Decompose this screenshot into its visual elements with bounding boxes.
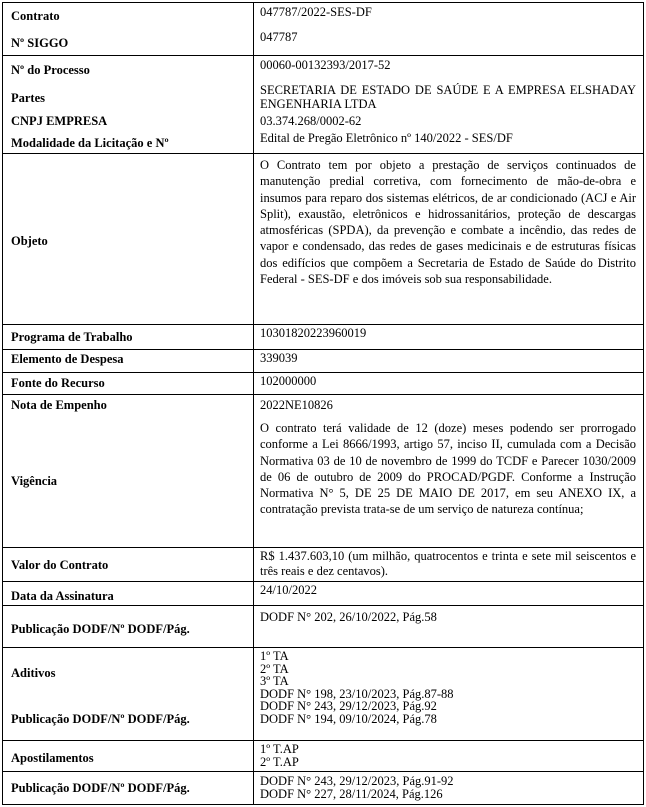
row-divider [2,581,644,582]
partes-label: Partes [11,91,46,105]
modalidade-value: Edital de Pregão Eletrônico nº 140/2022 - SES/DF [260,131,513,145]
partes-value: SECRETARIA DE ESTADO DE SAÚDE E A EMPRESA ELSHADAY ENGENHARIA LTDA [260,83,636,111]
siggo-value: 047787 [260,30,298,44]
column-divider [253,2,254,805]
siggo-label: Nº SIGGO [11,36,69,50]
row-divider [2,55,644,56]
row-divider [2,771,644,772]
processo-value: 00060-00132393/2017-52 [260,58,391,72]
table-border-right [643,2,644,805]
elemento-value: 339039 [260,351,298,365]
processo-label: Nº do Processo [11,63,90,77]
row-divider [2,547,644,548]
cnpj-value: 03.374.268/0002-62 [260,114,362,128]
aditivos-label: Aditivos [11,666,56,680]
row-divider [2,804,644,805]
valor-value: R$ 1.437.603,10 (um milhão, quatrocentos e trinta e sete mil seiscentos e três reais e dez centavos). [260,549,636,578]
publicacao2-label: Publicação DODF/Nº DODF/Pág. [11,712,190,726]
apostilamentos-value: 1º T.AP 2º T.AP [260,742,299,769]
modalidade-label: Modalidade da Licitação e Nº [11,136,169,150]
objeto-value: O Contrato tem por objeto a prestação de serviços continuados de manutenção predial corretiva, com fornecimento de mão-de-obra e insumos para reparo dos sistemas elétricos, de ar condicionado (ACJ e Air Split), exaustão, eletrônicos e hidrossanitários, proteção de descargas atmosféricas (SPDA), da prevenção e combate a incêndio, das redes de vapor e condensado, das redes de gases medicinais e de estruturas físicas dos edifícios que compõem a Secretaria de Estado de Saúde do Distrito Federal - SES-DF e dos imóveis sob sua responsabilidade. [260,158,636,287]
row-divider [2,740,644,741]
row-divider [2,2,644,3]
row-divider [2,647,644,648]
apostilamentos-label: Apostilamentos [11,751,94,765]
aditivos-value: 1º TA 2º TA 3º TA DODF N° 198, 23/10/2023, Pág.87-88 DODF N° 243, 29/12/2023, Pág.92 DODF N° 194, 09/10/2024, Pág.78 [260,649,454,726]
cnpj-label: CNPJ EMPRESA [11,114,108,128]
row-divider [2,349,644,350]
nota-label: Nota de Empenho [11,398,107,412]
row-divider [2,153,644,154]
row-divider [2,605,644,606]
publicacao3-value: DODF N° 243, 29/12/2023, Pág.91-92 DODF N° 227, 28/11/2024, Pág.126 [260,774,454,801]
valor-label: Valor do Contrato [11,558,109,572]
data-value: 24/10/2022 [260,583,317,597]
publicacao1-label: Publicação DODF/Nº DODF/Pág. [11,622,190,636]
elemento-label: Elemento de Despesa [11,352,124,366]
contrato-label: Contrato [11,9,60,23]
programa-label: Programa de Trabalho [11,330,133,344]
programa-value: 10301820223960019 [260,326,367,340]
fonte-label: Fonte do Recurso [11,376,105,390]
table-border-left [2,2,3,805]
publicacao3-label: Publicação DODF/Nº DODF/Pág. [11,781,190,795]
contract-table [2,2,644,805]
vigencia-value: O contrato terá validade de 12 (doze) meses podendo ser prorrogado conforme a Lei 8666/1993, artigo 57, inciso II, cumulada com a Decisão Normativa 03 de 10 de novembro de 1999 do TCDF e Parecer 1030/2009 de 06 de outubro de 2009 do PROCAD/PGDF. Conforme a Instrução Normativa N° 5, DE 25 DE MAIO DE 2017, em seu ANEXO IX, a contratação prevista trata-se de um serviço de natureza contínua; [260,421,636,517]
row-divider [2,394,644,395]
contrato-value: 047787/2022-SES-DF [260,5,372,19]
data-label: Data da Assinatura [11,589,114,603]
nota-value: 2022NE10826 [260,398,333,412]
fonte-value: 102000000 [260,374,317,388]
objeto-label: Objeto [11,234,48,248]
row-divider [2,372,644,373]
publicacao1-value: DODF N° 202, 26/10/2022, Pág.58 [260,610,437,624]
vigencia-label: Vigência [11,474,58,488]
row-divider [2,324,644,325]
